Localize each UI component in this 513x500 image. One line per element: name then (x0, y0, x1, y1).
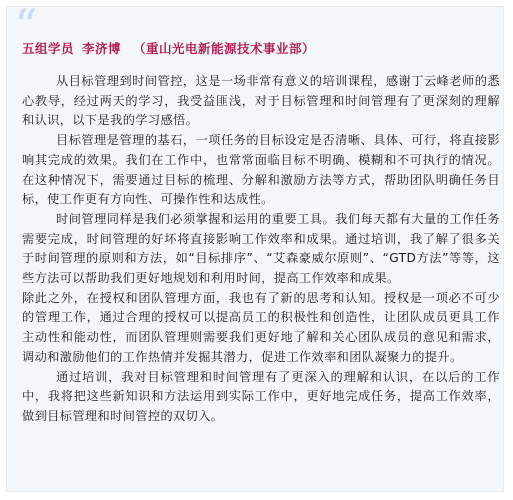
paragraph-3: 时间管理同样是我们必须掌握和运用的重要工具。我们每天都有大量的工作任务需要完成，时间管理的好坏将直接影响工作效率和成果。通过培训，我了解了很多关于时间管理的原则和方法，如“目标排序”、“艾森豪威尔原则”、“GTD方法”等等，这些方法可以帮助我们更好地规划和利用时间，提高工作效率和成果。 (22, 211, 500, 286)
paragraph-4: 除此之外，在授权和团队管理方面，我也有了新的思考和认知。授权是一项必不可少的管理工作，通过合理的授权可以提高员工的积极性和创造性，让团队成员更具工作主动性和能动性，而团队管理则需要我们更好地了解和关心团队成员的意见和需求，调动和激励他们的工作热情并发掘其潜力，促进工作效率和团队凝聚力的提升。 (22, 290, 500, 364)
paragraph-5: 通过培训，我对目标管理和时间管理有了更深入的理解和认识，在以后的工作中，我将把这些新知识和方法运用到实际工作中，更好地完成任务，提高工作效率，做到目标管理和时间管控的双切入。 (22, 369, 500, 423)
author-department: （重山光电新能源技术事业部） (133, 41, 316, 56)
author-group: 五组学员 (22, 41, 75, 56)
paragraph-2: 目标管理是管理的基石，一项任务的目标设定是否清晰、具体、可行，将直接影响其完成的效果。我们在工作中，也常常面临目标不明确、模糊和不可执行的情况。在这种情况下，需要通过目标的梳理、分解和激励方法等方式，帮助团队明确任务目标，使工作更有方向性、可操作性和达成性。 (22, 133, 500, 207)
paragraph-1: 从目标管理到时间管控，这是一场非常有意义的培训课程，感谢丁云峰老师的悉心教导，经过两天的学习，我受益匪浅，对于目标管理和时间管理有了更深刻的理解和认识，以下是我的学习感悟。 (22, 74, 500, 128)
article-body (22, 72, 500, 427)
quote-mark-icon: “ (14, 0, 38, 53)
author-name: 李济博 (82, 41, 122, 56)
author-header (22, 39, 315, 57)
